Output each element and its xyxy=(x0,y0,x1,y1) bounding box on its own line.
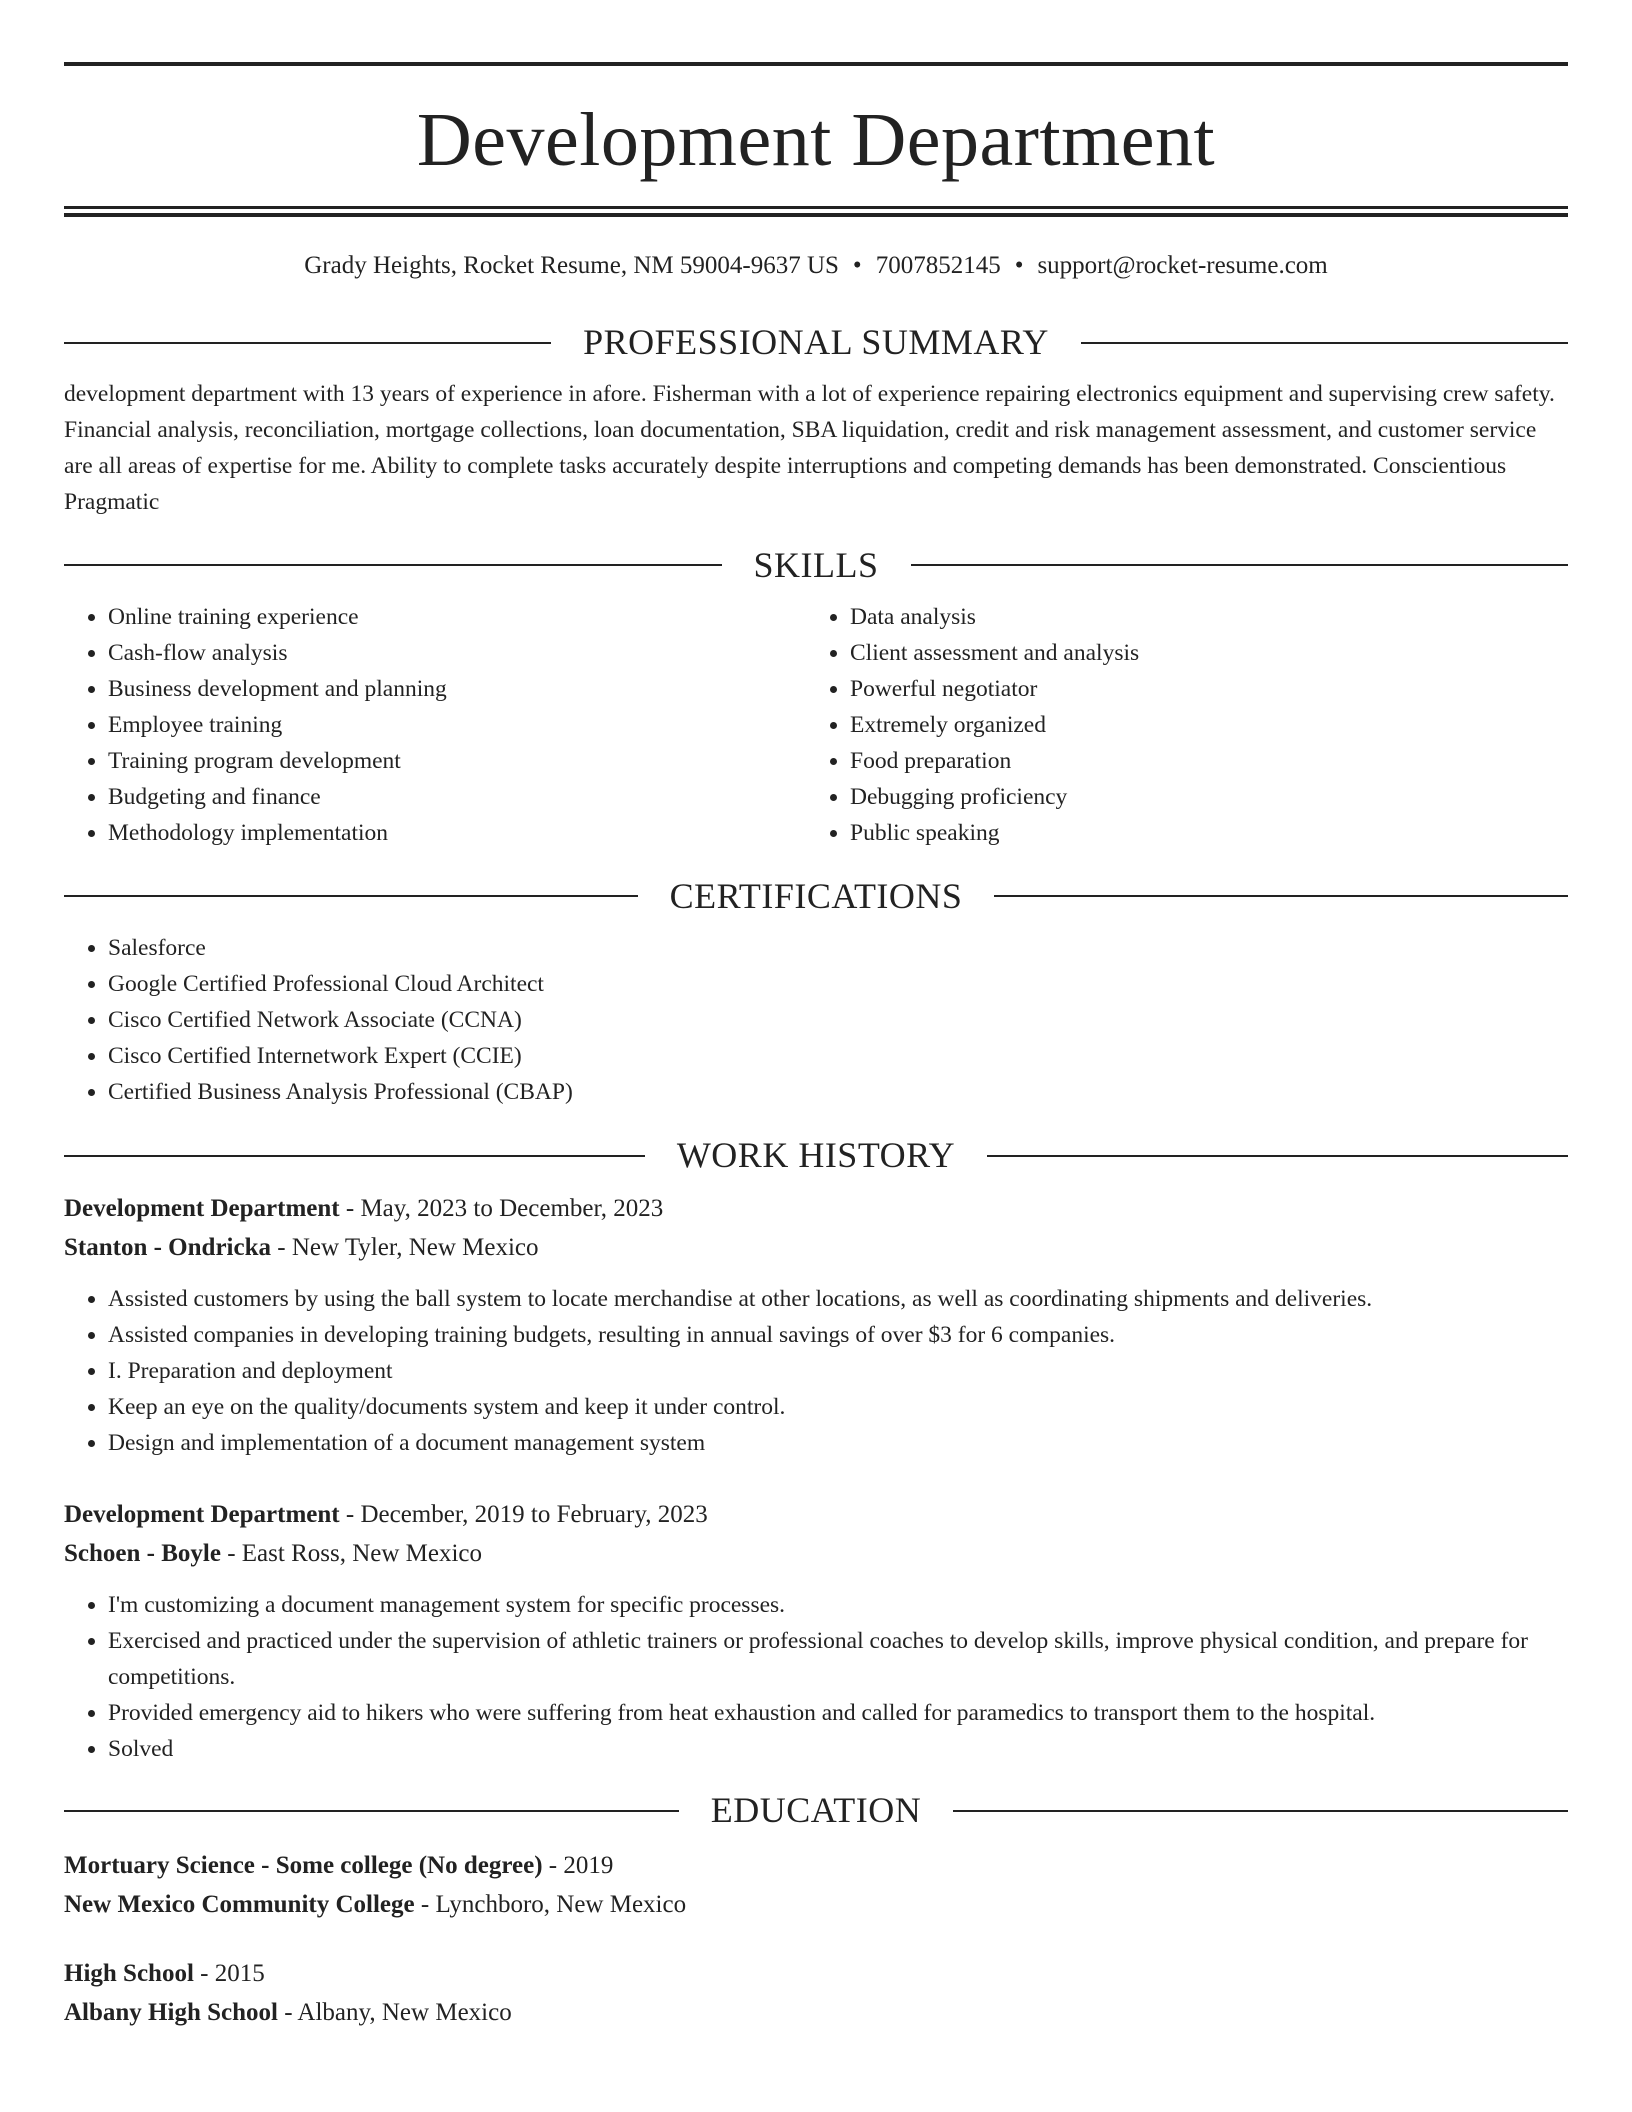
skills-list-right xyxy=(806,599,1548,851)
skill-item: • Extremely organized xyxy=(850,707,1548,743)
work-bullet: • Provided emergency aid to hikers who were suffering from heat exhaustion and called for paramedics to transport them to the hospital. xyxy=(108,1695,1568,1731)
section-heading-summary xyxy=(64,321,1568,364)
work-title: Development Department xyxy=(64,1195,340,1223)
education-degree-line: Mortuary Science - Some college (No degree) - 2019 xyxy=(64,1852,614,1880)
education-school: New Mexico Community College xyxy=(64,1891,415,1919)
skill-item: • Methodology implementation xyxy=(108,815,806,851)
skill-item: • Cash-flow analysis xyxy=(108,635,806,671)
section-heading-education xyxy=(64,1789,1568,1832)
section-rule xyxy=(1081,342,1568,344)
skills-list-left xyxy=(64,599,806,851)
section-rule xyxy=(987,1155,1568,1157)
contact-email: support@rocket-resume.com xyxy=(1037,252,1328,279)
work-location: East Ross, New Mexico xyxy=(241,1540,483,1568)
skill-item: • Data analysis xyxy=(850,599,1548,635)
section-rule xyxy=(953,1810,1568,1812)
resume-name: Development Department xyxy=(416,98,1216,182)
certification-item: • Google Certified Professional Cloud Architect xyxy=(108,966,1568,1002)
education-year: 2019 xyxy=(563,1852,614,1880)
education-degree: High School xyxy=(64,1960,194,1988)
education-school-line: Albany High School - Albany, New Mexico xyxy=(64,1999,512,2027)
work-bullet: • Assisted companies in developing training budgets, resulting in annual savings of over $3 for 6 companies. xyxy=(108,1317,1568,1353)
work-bullet: • Keep an eye on the quality/documents system and keep it under control. xyxy=(108,1389,1568,1425)
section-heading-work xyxy=(64,1134,1568,1177)
section-rule xyxy=(64,564,722,566)
skills-column-right xyxy=(806,599,1548,851)
work-company-line: Schoen - Boyle - East Ross, New Mexico xyxy=(64,1540,483,1568)
contact-address: Grady Heights, Rocket Resume, NM 59004-9637 US xyxy=(304,252,839,279)
certification-item: • Cisco Certified Network Associate (CCNA) xyxy=(108,1002,1568,1038)
education-entry xyxy=(64,1846,1568,1924)
section-title: PROFESSIONAL SUMMARY xyxy=(583,322,1049,362)
skill-item: • Public speaking xyxy=(850,815,1548,851)
section-rule xyxy=(64,1155,645,1157)
work-bullet: • Exercised and practiced under the supervision of athletic trainers or professional coaches to develop skills, improve physical condition, and prepare for competitions. xyxy=(108,1623,1568,1695)
skills-column-left xyxy=(64,599,806,851)
section-rule xyxy=(64,1810,679,1812)
contact-separator: • xyxy=(1014,252,1024,279)
section-rule xyxy=(994,895,1568,897)
work-bullet: • I'm customizing a document management system for specific processes. xyxy=(108,1587,1568,1623)
skill-item: • Food preparation xyxy=(850,743,1548,779)
work-location: New Tyler, New Mexico xyxy=(291,1234,539,1262)
section-rule xyxy=(64,342,551,344)
contact-separator: • xyxy=(852,252,862,279)
skill-item: • Powerful negotiator xyxy=(850,671,1548,707)
education-degree-line: High School - 2015 xyxy=(64,1960,265,1988)
certifications-block xyxy=(64,930,1568,1110)
certifications-list xyxy=(64,930,1568,1110)
section-heading-certifications xyxy=(64,875,1568,918)
section-heading-skills xyxy=(64,544,1568,587)
top-rule xyxy=(64,62,1568,66)
certification-item: • Certified Business Analysis Professional (CBAP) xyxy=(108,1074,1568,1110)
skill-item: • Online training experience xyxy=(108,599,806,635)
skill-item: • Debugging proficiency xyxy=(850,779,1548,815)
education-school-line: New Mexico Community College - Lynchboro, New Mexico xyxy=(64,1891,687,1919)
work-bullet: • Design and implementation of a document management system xyxy=(108,1425,1568,1461)
skill-item: • Employee training xyxy=(108,707,806,743)
work-dates: May, 2023 to December, 2023 xyxy=(360,1195,664,1223)
certification-item: • Cisco Certified Internetwork Expert (CCIE) xyxy=(108,1038,1568,1074)
name-double-rule xyxy=(64,206,1568,217)
work-title-line: Development Department - December, 2019 to February, 2023 xyxy=(64,1501,708,1529)
work-bullets xyxy=(64,1587,1568,1767)
contact-line xyxy=(64,251,1568,281)
skill-item: • Client assessment and analysis xyxy=(850,635,1548,671)
work-bullet: • I. Preparation and deployment xyxy=(108,1353,1568,1389)
education-entry xyxy=(64,1954,1568,2032)
section-title: EDUCATION xyxy=(710,1790,922,1831)
work-title: Development Department xyxy=(64,1501,340,1529)
skill-item: • Business development and planning xyxy=(108,671,806,707)
work-dates: December, 2019 to February, 2023 xyxy=(360,1501,708,1529)
education-school: Albany High School xyxy=(64,1999,278,2027)
work-bullets xyxy=(64,1281,1568,1461)
skills-columns xyxy=(64,599,1568,851)
section-rule xyxy=(911,564,1569,566)
work-company-line: Stanton - Ondricka - New Tyler, New Mexico xyxy=(64,1234,539,1262)
work-company: Stanton - Ondricka xyxy=(64,1234,271,1262)
work-entry xyxy=(64,1189,1568,1461)
section-title: WORK HISTORY xyxy=(676,1135,956,1176)
work-entry xyxy=(64,1495,1568,1767)
education-location: Lynchboro, New Mexico xyxy=(435,1891,687,1919)
work-bullet: • Assisted customers by using the ball system to locate merchandise at other locations, as well as coordinating shipments and deliveries. xyxy=(108,1281,1568,1317)
summary-text: development department with 13 years of experience in afore. Fisherman with a lot of experience repairing electronics equipment and supervising crew safety. Financial analysis, reconciliation, mortgage collections, loan documentation, SBA liquidation, credit and risk management assessment, and customer service are all areas of expertise for me. Ability to complete tasks accurately despite interruptions and competing demands has been demonstrated. Conscientious Pragmatic xyxy=(64,381,1555,516)
section-title: SKILLS xyxy=(753,544,879,585)
education-location: Albany, New Mexico xyxy=(297,1999,512,2027)
skill-item: • Budgeting and finance xyxy=(108,779,806,815)
work-company: Schoen - Boyle xyxy=(64,1540,221,1568)
skill-item: • Training program development xyxy=(108,743,806,779)
work-title-line: Development Department - May, 2023 to December, 2023 xyxy=(64,1195,664,1223)
education-degree: Mortuary Science - Some college (No degree) xyxy=(64,1852,543,1880)
education-year: 2015 xyxy=(214,1960,265,1988)
section-title: CERTIFICATIONS xyxy=(669,875,963,916)
certification-item: • Salesforce xyxy=(108,930,1568,966)
section-rule xyxy=(64,895,638,897)
contact-phone: 7007852145 xyxy=(875,252,1001,279)
work-bullet: • Solved xyxy=(108,1731,1568,1767)
